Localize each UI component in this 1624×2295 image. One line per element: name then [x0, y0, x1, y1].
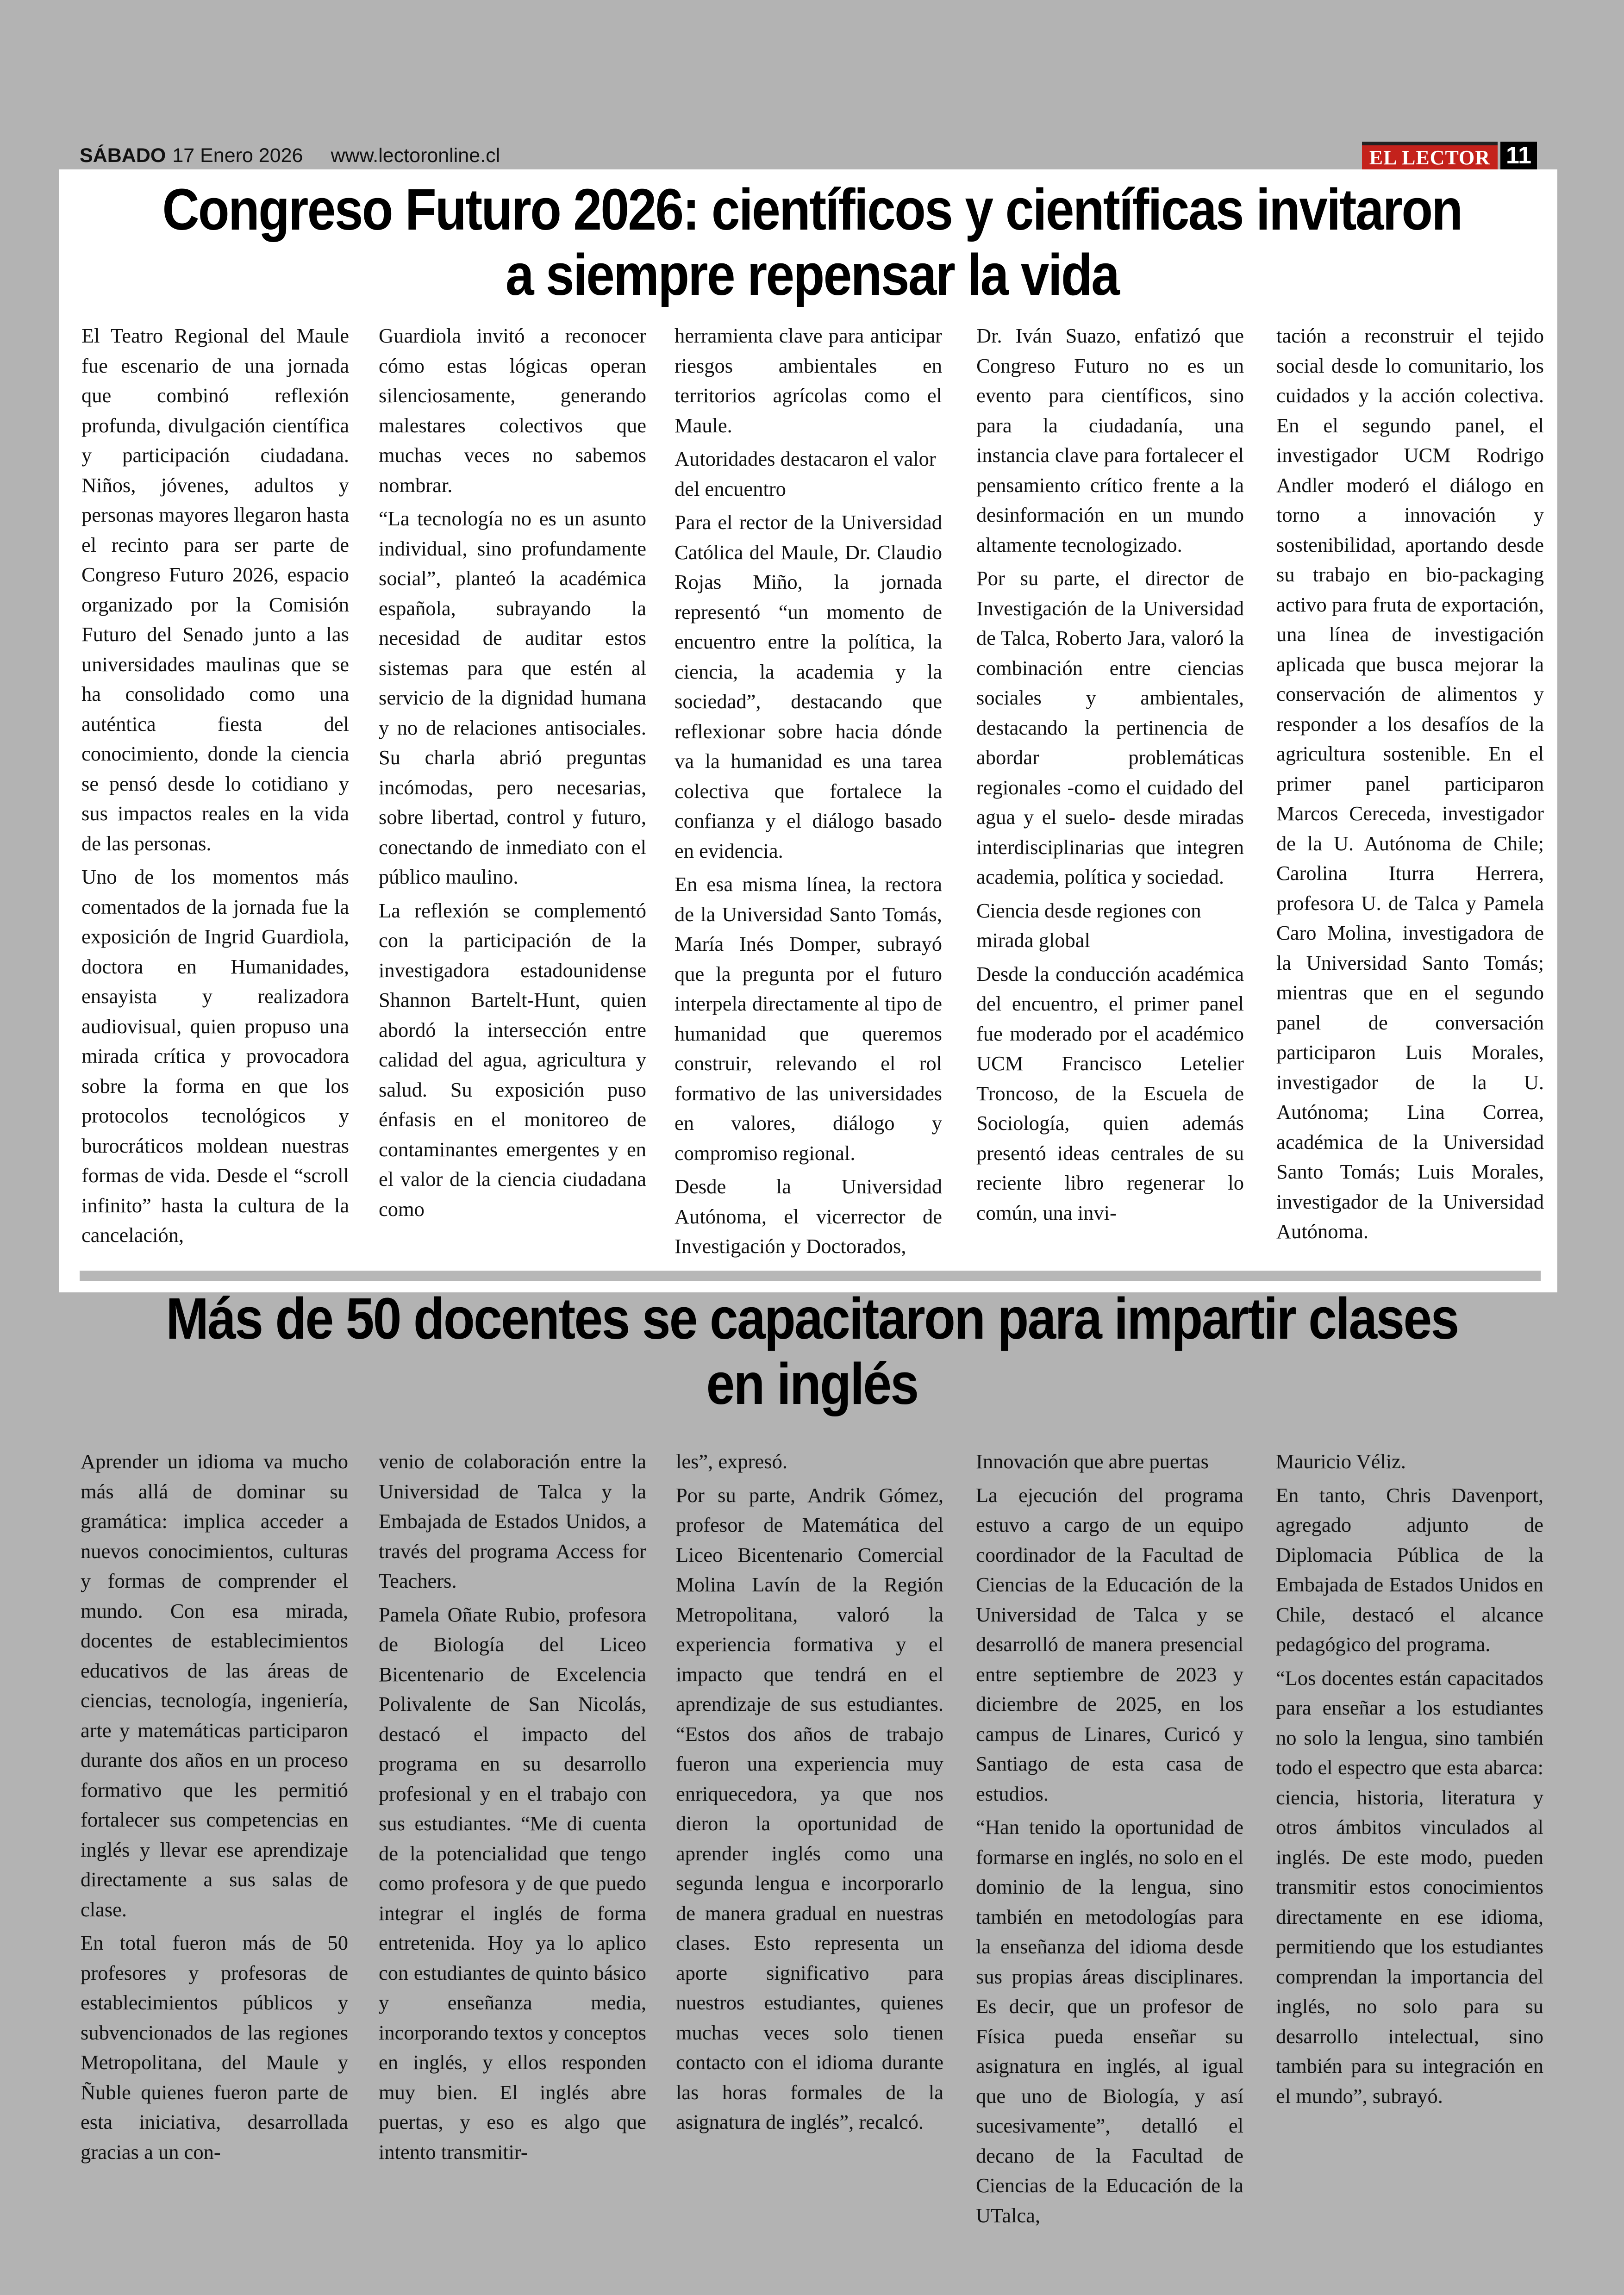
- paragraph: Pamela Oñate Rubio, profesora de Biología del Liceo Bicentenario de Excelencia Polivalente de San Nicolás, destacó el impacto del programa en su desarrollo profesional y en el trabajo con sus estudiantes. “Me di cuenta de la potencialidad que tengo como profesora y de que puedo integrar el inglés de forma entretenida. Hoy ya lo aplico con estudiantes de quinto básico y enseñanza media, incorporando textos y conceptos en inglés, y ellos responden muy bien. El inglés abre puertas, y eso es algo que intento transmitir-: [379, 1603, 646, 2164]
- newspaper-logo: [1362, 142, 1537, 169]
- paragraph: “Han tenido la oportunidad de formarse en inglés, no solo en el dominio de la lengua, sino también en metodologías para la enseñanza del idioma desde sus propias áreas disciplinares. Es decir, que un profesor de Física pueda enseñar su asignatura en inglés, al igual que uno de Biología, y así sucesivamente”, detalló el decano de la Facultad de Ciencias de la Educación de la UTalca,: [976, 1815, 1243, 2227]
- article1-column-1: [81, 321, 349, 1254]
- header-day: SÁBADO: [80, 144, 166, 167]
- header-date: 17 Enero 2026: [172, 144, 303, 167]
- paragraph: En total fueron más de 50 profesores y profesoras de establecimientos públicos y subvencionados de las regiones Metropolitana, del Maule y Ñuble quienes fueron parte de esta iniciativa, desarrollada gracias a un con-: [81, 1931, 348, 2164]
- page-number: 11: [1500, 142, 1537, 169]
- article1-column-3: [675, 321, 942, 1265]
- header-website: www.lectoronline.cl: [331, 144, 500, 167]
- logo-text: EL LECTOR: [1362, 142, 1498, 169]
- article1-column-5: [1276, 321, 1544, 1250]
- paragraph: Desde la Universidad Autónoma, el vicerrector de Investigación y Doctorados,: [675, 1175, 942, 1258]
- article2-column-2: [379, 1447, 646, 2170]
- paragraph: “La tecnología no es un asunto individual, sino profundamente social”, planteó la académica española, subrayando la necesidad de auditar estos sistemas para que estén al servicio de la dignidad humana y no de relaciones antisociales. Su charla abrió preguntas incómodas, pero necesarias, sobre libertad, control y futuro, conectando de inmediato con el público maulino.: [379, 507, 646, 888]
- paragraph: La ejecución del programa estuvo a cargo de un equipo coordinador de la Facultad de Ciencias de la Educación de la Universidad de Talca y se desarrolló de manera presencial entre septiembre de 2023 y diciembre de 2025, en los campus de Linares, Curicó y Santiago de esta casa de estudios.: [976, 1483, 1243, 1805]
- paragraph: El Teatro Regional del Maule fue escenario de una jornada que combinó reflexión profunda, divulgación científica y participación ciudadana. Niños, jóvenes, adultos y personas mayores llegaron hasta el recinto para ser parte de Congreso Futuro 2026, espacio organizado por la Comisión Futuro del Senado junto a las universidades maulinas que se ha consolidado como una auténtica fiesta del conocimiento, donde la ciencia se pensó desde lo cotidiano y sus impactos reales en la vida de las personas.: [81, 324, 349, 855]
- article2-column-1: [81, 1447, 348, 2170]
- section-divider: [80, 1271, 1541, 1281]
- paragraph: Guardiola invitó a reconocer cómo estas lógicas operan silenciosamente, generando malestares colectivos que muchas veces no sabemos nombrar.: [379, 324, 646, 497]
- paragraph: Aprender un idioma va mucho más allá de dominar su gramática: implica acceder a nuevos conocimientos, culturas y formas de comprender el mundo. Con esa mirada, docentes de establecimientos educativos de las áreas de ciencias, tecnología, ingeniería, arte y matemáticas participaron durante dos años en un proceso formativo que les permitió fortalecer sus competencias en inglés y llevar ese aprendizaje directamente a sus salas de clase.: [81, 1450, 348, 1921]
- paragraph: En tanto, Chris Davenport, agregado adjunto de Diplomacia Pública de la Embajada de Estados Unidos en Chile, destacó el alcance pedagógico del programa.: [1276, 1483, 1543, 1656]
- paragraph: Uno de los momentos más comentados de la jornada fue la exposición de Ingrid Guardiola, doctora en Humanidades, ensayista y realizadora audiovisual, quien propuso una mirada crítica y provocadora sobre la forma en que los protocolos tecnológicos y burocráticos moldean nuestras formas de vida. Desde el “scroll infinito” hasta la cultura de la cancelación,: [81, 865, 349, 1247]
- paragraph: herramienta clave para anticipar riesgos ambientales en territorios agrícolas como el Maule.: [675, 324, 942, 437]
- subheading: Innovación que abre puertas: [976, 1450, 1209, 1473]
- paragraph: En esa misma línea, la rectora de la Universidad Santo Tomás, María Inés Domper, subrayó que la pregunta por el futuro interpela directamente al tipo de humanidad que queremos construir, relevando el rol formativo de las universidades en valores, diálogo y compromiso regional.: [675, 873, 942, 1165]
- page-header: [80, 142, 1546, 169]
- article1-column-4: [976, 321, 1244, 1231]
- paragraph: tación a reconstruir el tejido social desde lo comunitario, los cuidados y la acción colectiva. En el segundo panel, el investigador UCM Rodrigo Andler moderó el diálogo en torno a innovación y sostenibilidad, aportando desde su trabajo en bio-packaging activo para fruta de exportación, una línea de investigación aplicada que busca mejorar la conservación de alimentos y responder a los desafíos de la agricultura sostenible. En el primer panel participaron Marcos Cereceda, investigador de la U. Autónoma de Chile; Carolina Iturra Herrera, profesora U. de Talca y Pamela Caro Molina, investigadora de la Universidad Santo Tomás; mientras que en el segundo panel de conversación participaron Luis Morales, investigador de la U. Autónoma; Lina Correa, académica de la Universidad Santo Tomás; Luis Morales, investigador de la Universidad Autónoma.: [1276, 324, 1544, 1243]
- paragraph: venio de colaboración entre la Universidad de Talca y la Embajada de Estados Unidos, a través del programa Access for Teachers.: [379, 1450, 646, 1592]
- paragraph: les”, expresó.: [676, 1450, 787, 1473]
- paragraph: Mauricio Véliz.: [1276, 1450, 1406, 1473]
- paragraph: Por su parte, Andrik Gómez, profesor de Matemática del Liceo Bicentenario Comercial Molina Lavín de la Región Metropolitana, valoró la experiencia formativa y el impacto que tendrá en el aprendizaje de sus estudiantes. “Estos dos años de trabajo fueron una experiencia muy enriquecedora, ya que nos dieron la oportunidad de aprender inglés como una segunda lengua e incorporarlo de manera gradual en nuestras clases. Esto representa un aporte significativo para nuestros estudiantes, quienes muchas veces solo tienen contacto con el idioma durante las horas formales de la asignatura de inglés”, recalcó.: [676, 1483, 943, 2133]
- paragraph: “Los docentes están capacitados para enseñar a los estudiantes no solo la lengua, sino también todo el espectro que esta abarca: ciencia, historia, literatura y otros ámbitos vinculados al inglés. De este modo, pueden transmitir estos conocimientos directamente en ese idioma, permitiendo que los estudiantes comprendan la importancia del inglés, no solo para su desarrollo intelectual, sino también para su integración en el mundo”, subrayó.: [1276, 1666, 1543, 2108]
- subheading: Ciencia desde regiones con mirada global: [976, 898, 1201, 952]
- paragraph: Desde la conducción académica del encuentro, el primer panel fue moderado por el académico UCM Francisco Letelier Troncoso, de la Escuela de Sociología, quien además presentó ideas centrales de su reciente libro regenerar lo común, una invi-: [976, 962, 1244, 1224]
- paragraph: La reflexión se complementó con la participación de la investigadora estadounidense Shannon Bartelt-Hunt, quien abordó la intersección entre calidad del agua, agricultura y salud. Su exposición puso énfasis en el monitoreo de contaminantes emergentes y en el valor de la ciencia ciudadana como: [379, 898, 646, 1221]
- subheading: Autoridades destacaron el valor del encuentro: [675, 447, 936, 500]
- paragraph: Por su parte, el director de Investigación de la Universidad de Talca, Roberto Jara, valoró la combinación entre ciencias sociales y ambientales, destacando la pertinencia de abordar problemáticas regionales -como el cuidado del agua y el suelo- desde miradas interdisciplinarias que integren academia, política y sociedad.: [976, 567, 1244, 888]
- paragraph: Para el rector de la Universidad Católica del Maule, Dr. Claudio Rojas Miño, la jornada representó “un momento de encuentro entre la política, la ciencia, la academia y la sociedad”, destacando que reflexionar sobre hacia dónde va la humanidad es una tarea colectiva que fortalece la confianza y el diálogo basado en evidencia.: [675, 511, 942, 862]
- article1-headline: Congreso Futuro 2026: científicos y científicas invitaron a siempre repensar la vida: [162, 177, 1462, 308]
- article2-column-4: [976, 1447, 1243, 2234]
- article2-column-5: [1276, 1447, 1543, 2114]
- article1-column-2: [379, 321, 646, 1228]
- paragraph: Dr. Iván Suazo, enfatizó que Congreso Futuro no es un evento para científicos, sino para la ciudadanía, una instancia clave para fortalecer el pensamiento crítico frente a la desinformación en un mundo altamente tecnologizado.: [976, 324, 1244, 556]
- article2-column-3: [676, 1447, 943, 2141]
- article2-headline: Más de 50 docentes se capacitaron para impartir clases en inglés: [166, 1286, 1458, 1417]
